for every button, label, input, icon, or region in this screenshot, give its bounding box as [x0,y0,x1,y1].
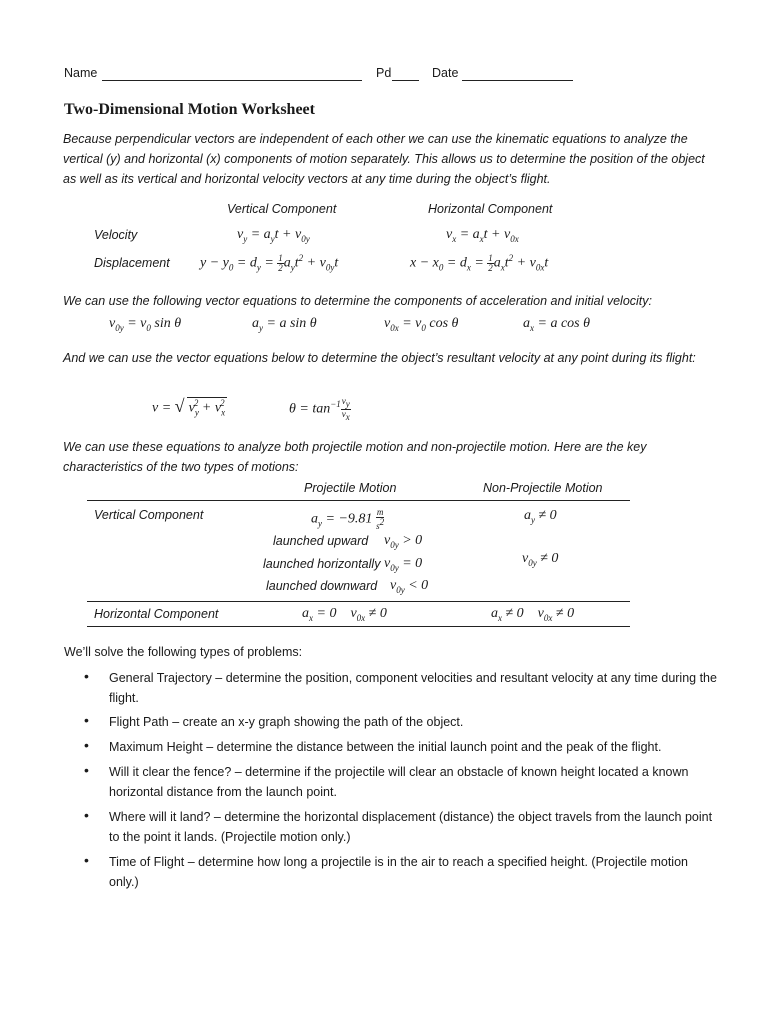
resultant-intro: And we can use the vector equations below to determine the object’s resultant velocity at any point during its flight: [63,351,696,365]
row-velocity: Velocity [94,228,138,242]
col-nonprojectile-motion: Non-Projectile Motion [483,481,603,495]
eq-launched-upward: $v_{0y} > 0$ [384,533,423,550]
pd-field[interactable] [392,80,419,81]
row-horizontal-component: Horizontal Component [94,607,219,621]
eq-ay-nonzero: $a_y \ne 0$ [524,508,557,525]
col-horizontal-component: Horizontal Component [428,202,553,216]
bullet-icon: • [84,852,89,868]
date-field[interactable] [462,80,573,81]
bullet-icon: • [84,668,89,684]
eq-ay: $a_y = a$ sin θ [252,316,317,333]
list-item: Flight Path – create an x-y graph showing the path of the object. [109,715,464,729]
launched-upward-label: launched upward [273,534,369,548]
eq-ay-gravity: $a_y = -9.81$ $\frac{m}{s^2}$ [311,507,385,531]
table-rule-top [87,500,630,501]
bullet-icon: • [84,762,89,778]
eq-v0y-nonzero: $v_{0y} \ne 0$ [522,551,559,568]
row-displacement: Displacement [94,256,170,270]
eq-launched-horizontally: $v_{0y} = 0$ [384,556,423,573]
list-item: Time of Flight – determine how long a projectile is in the air to reach a specified height. (Projectile motion only.) [109,855,688,889]
col-projectile-motion: Projectile Motion [304,481,397,495]
row-vertical-component: Vertical Component [94,508,204,522]
eq-vertical-velocity: $v_y = a_yt + v_{0y}$ [237,227,310,244]
launched-horizontally-label: launched horizontally [263,557,381,571]
vector-intro: We can use the following vector equations to determine the components of acceleration and initial velocity: [63,294,652,308]
eq-launched-downward: $v_{0y} < 0$ [390,578,429,595]
eq-v0y: $v_{0y} = v_0$ sin θ [109,316,182,333]
name-field[interactable] [102,80,362,81]
eq-v0x: $v_{0x} = v_0$ cos θ [384,316,459,333]
table-rule-bottom [87,626,630,627]
intro-paragraph: Because perpendicular vectors are independent of each other we can use the kinematic equations to analyze the vertical (y) and horizontal (x) components of motion separately. This allows us to determine the position of the object as well as its vertical and horizontal velocity vectors at any time during the object’s flight. [63,132,705,186]
problems-intro: We’ll solve the following types of problems: [64,645,303,659]
eq-projectile-horizontal: $a_x = 0$ $v_{0x} \ne 0$ [302,606,387,623]
eq-horizontal-displacement: $x - x_0 = d_x$ = $\frac{1}{2}$ $a_xt^2 + v_{0x}t$ [410,252,549,273]
list-item: General Trajectory – determine the position, component velocities and resultant velocity at any time during the flight. [109,671,717,705]
eq-ax: $a_x = a$ cos θ [523,316,590,333]
bullet-icon: • [84,737,89,753]
launched-downward-label: launched downward [266,579,378,593]
eq-theta: $\theta = \tan^{-1}$ $\frac{v_y}{v_x}$ [289,396,350,422]
page-title: Two-Dimensional Motion Worksheet [64,101,315,118]
eq-vertical-displacement: $y - y_0 = d_y$ = $\frac{1}{2}$ $a_yt^2 + v_{0y}t$ [200,252,339,273]
list-item: Will it clear the fence? – determine if the projectile will clear an obstacle of known height located a known horizontal distance from the launch point. [109,765,689,799]
list-item: Where will it land? – determine the horizontal displacement (distance) the object travels from the launch point to the point it lands. (Projectile motion only.) [109,810,713,844]
name-label: Name [64,66,98,80]
col-vertical-component: Vertical Component [227,202,337,216]
motion-intro: We can use these equations to analyze both projectile motion and non-projectile motion. Here are the key characteristics of the two types of motions: [63,440,647,474]
eq-nonprojectile-horizontal: $a_x \ne 0$ $v_{0x} \ne 0$ [491,606,575,623]
bullet-icon: • [84,712,89,728]
date-label: Date [432,66,459,80]
table-rule-middle [87,601,630,602]
pd-label: Pd [376,66,392,80]
eq-horizontal-velocity: $v_x = a_xt + v_{0x}$ [446,227,519,244]
eq-resultant-velocity: $v = v_y^2 + v_x^2$ √ [152,396,226,418]
list-item: Maximum Height – determine the distance between the initial launch point and the peak of the flight. [109,740,662,754]
bullet-icon: • [84,807,89,823]
